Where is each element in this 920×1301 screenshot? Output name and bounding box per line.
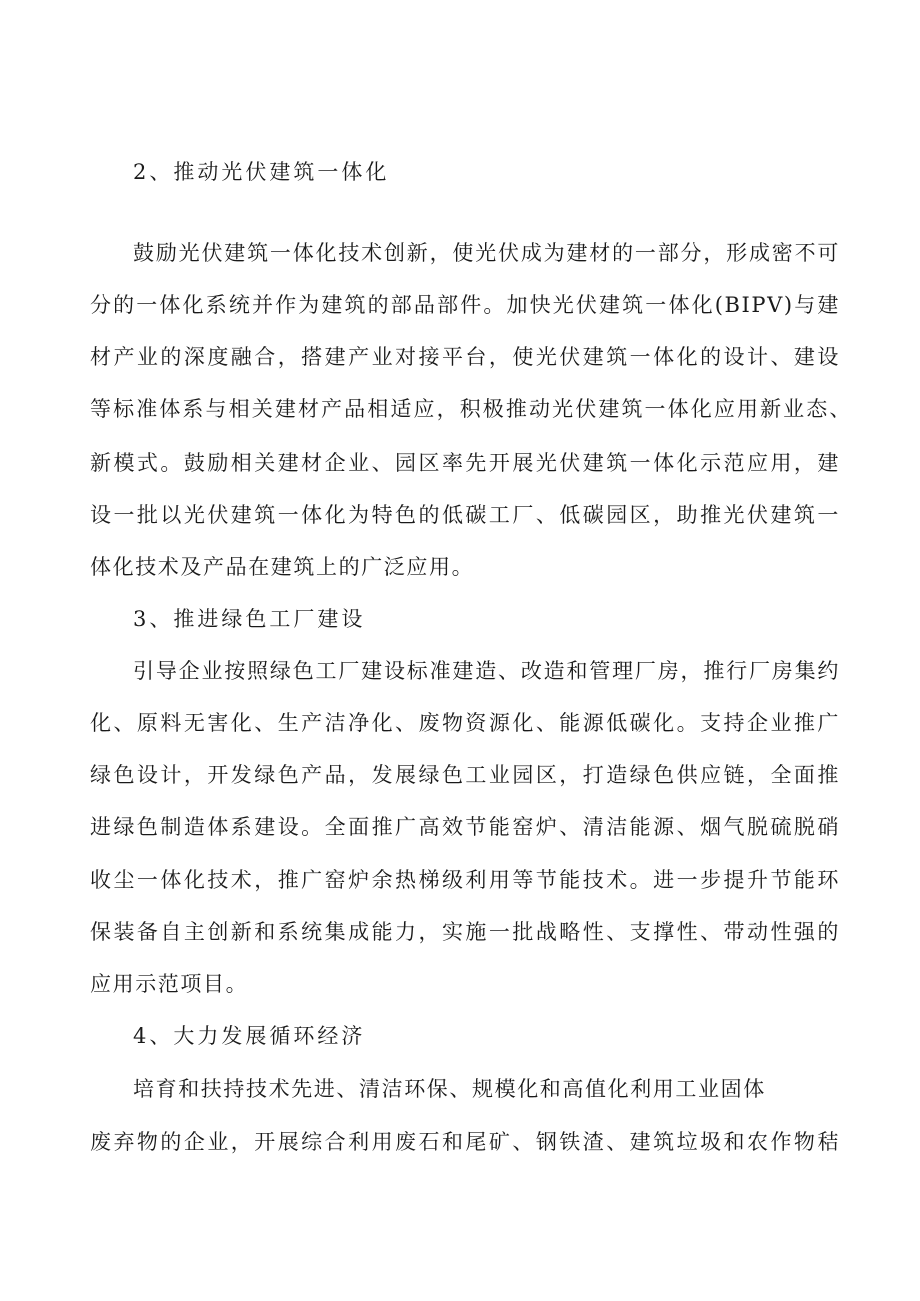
paragraph-line: 设一批以光伏建筑一体化为特色的低碳工厂、低碳园区，助推光伏建筑一	[90, 503, 840, 527]
paragraph-line: 绿色设计，开发绿色产品，发展绿色工业园区，打造绿色供应链，全面推	[90, 763, 840, 787]
paragraph-line: 引导企业按照绿色工厂建设标准建造、改造和管理厂房，推行厂房集约	[133, 659, 840, 683]
paragraph-line: 保装备自主创新和系统集成能力，实施一批战略性、支撑性、带动性强的	[90, 920, 840, 944]
paragraph-line: 新模式。鼓励相关建材企业、园区率先开展光伏建筑一体化示范应用，建	[90, 451, 840, 475]
section-heading: 4、大力发展循环经济	[133, 1024, 366, 1048]
paragraph-line: 进绿色制造体系建设。全面推广高效节能窑炉、清洁能源、烟气脱硫脱硝	[90, 815, 840, 839]
section-heading: 3、推进绿色工厂建设	[133, 607, 366, 631]
paragraph-line: 分的一体化系统并作为建筑的部品部件。加快光伏建筑一体化(BIPV)与建	[90, 293, 840, 317]
paragraph-line: 鼓励光伏建筑一体化技术创新，使光伏成为建材的一部分，形成密不可	[133, 241, 840, 265]
paragraph-line: 化、原料无害化、生产洁净化、废物资源化、能源低碳化。支持企业推广	[90, 711, 840, 735]
paragraph-line: 体化技术及产品在建筑上的广泛应用。	[90, 555, 475, 579]
paragraph-line: 废弃物的企业，开展综合利用废石和尾矿、钢铁渣、建筑垃圾和农作物秸	[90, 1130, 840, 1154]
paragraph-line: 培育和扶持技术先进、清洁环保、规模化和高值化利用工业固体	[133, 1077, 766, 1101]
paragraph-line: 应用示范项目。	[90, 972, 249, 996]
section-heading: 2、推动光伏建筑一体化	[133, 160, 390, 184]
paragraph-line: 等标准体系与相关建材产品相适应，积极推动光伏建筑一体化应用新业态、	[90, 397, 852, 421]
paragraph-line: 材产业的深度融合，搭建产业对接平台，使光伏建筑一体化的设计、建设	[90, 345, 840, 369]
paragraph-line: 收尘一体化技术，推广窑炉余热梯级利用等节能技术。进一步提升节能环	[90, 868, 840, 892]
